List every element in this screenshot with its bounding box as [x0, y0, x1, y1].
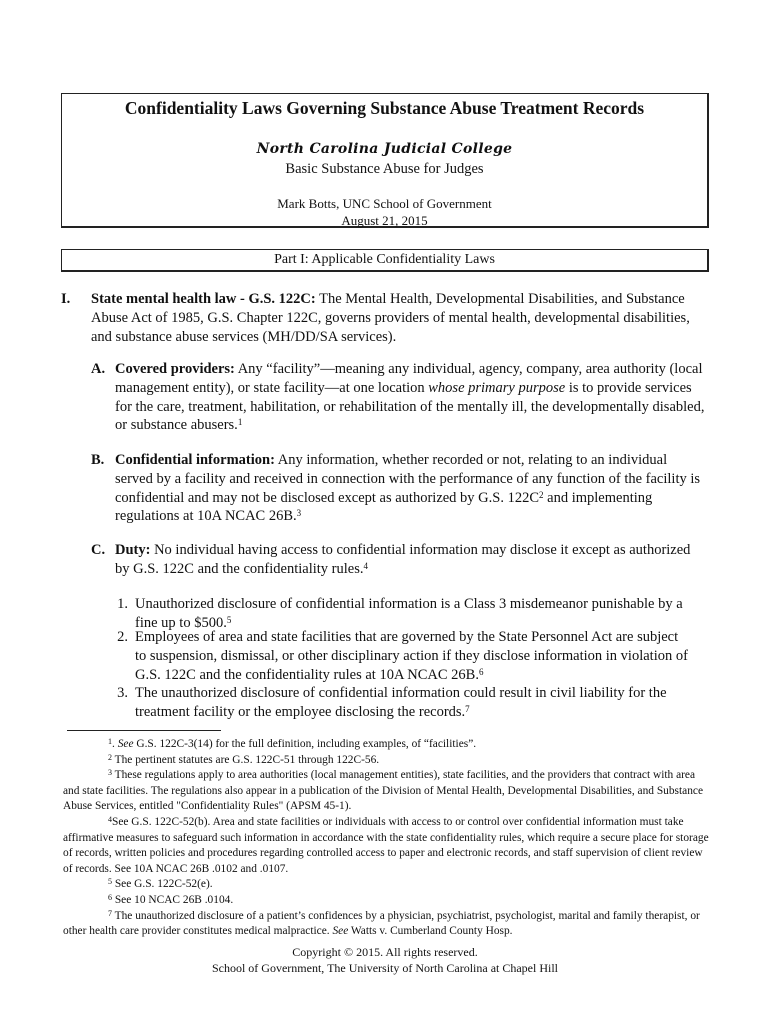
footnote-text: See G.S. 122C-52(e).	[112, 878, 213, 891]
subsection-b-paragraph	[115, 451, 707, 526]
subsection-b-heading: Confidential information:	[115, 452, 275, 468]
list-item-text: Unauthorized disclosure of confidential information is a Class 3 misdemeanor punishable by a fine up to $500.	[135, 596, 683, 631]
footnote-ref-4[interactable]: 4	[363, 560, 368, 571]
footnotes	[63, 737, 709, 940]
part-heading: Part I: Applicable Confidentiality Laws	[274, 252, 495, 267]
copyright-line: Copyright © 2015. All rights reserved.	[292, 945, 478, 959]
footnote-text: See G.S. 122C-52(b). Area and state facilities or individuals with access to or control over confidential information must take affirmative measures to safeguard such information in accordance with the state confidentiality rules, which require a secure place for storage of records, written policies and procedures regarding controlled access to paper and electronic records, and staff supervision of client review of records. See 10A NCAC 26B .0102 and .0107.	[63, 815, 709, 875]
list-item-number: 3.	[117, 685, 128, 701]
subsection-a-emphasis: whose primary purpose	[428, 379, 566, 396]
footnote-see: See	[332, 925, 349, 938]
footnote-text: .	[112, 738, 118, 750]
list-item-text: Employees of area and state facilities that are governed by the State Personnel Act are subject to suspension, dismissal, or other disciplinary action if they disclose information in violation of G.S. 122C and the confidentiality rules at 10A NCAC 26B.	[135, 629, 688, 683]
footnote-2	[63, 753, 709, 769]
college-name: North Carolina Judicial College	[256, 141, 513, 157]
author-line: Mark Botts, UNC School of Government	[277, 196, 492, 211]
subsection-c-letter: C.	[91, 542, 106, 558]
subsection-b-text-end: and implementing regulations at 10A NCAC 26B.	[115, 489, 653, 525]
footnote-5	[63, 877, 709, 893]
subsection-a-letter: A.	[91, 361, 106, 377]
footnote-3	[63, 768, 709, 815]
footnote-text: These regulations apply to area authorities (local management entities), state facilities, and the providers that contract with area and state facilities. The regulations also appear in a publication of the Division of Mental Health, Developmental Disabilities, and Substance Abuse Services, entitled "Confidentiality Rules" (APSM 45-1).	[63, 769, 704, 813]
list-item-number: 1.	[117, 596, 128, 612]
page-footer	[0, 944, 770, 976]
footnote-mark: 6	[108, 892, 112, 902]
subsection-c-text: No individual having access to confidential information may disclose it except as authorized by G.S. 122C and the confidentiality rules.	[115, 542, 691, 577]
subsection-a-text: Any “facility”—meaning any individual, agency, company, area authority (local management entity), or state facility—at one location	[115, 361, 703, 396]
subsection-c-heading: Duty:	[115, 542, 151, 558]
footnote-mark: 1	[108, 737, 112, 746]
document-title: Confidentiality Laws Governing Substance Abuse Treatment Records	[124, 98, 645, 118]
section-number: I.	[61, 291, 71, 307]
footnote-1	[63, 737, 709, 753]
subsection-a-text-end: is to provide services for the care, treatment, habilitation, or rehabilitation of the mentally ill, the developmentally disabled, or substance abusers.	[115, 379, 705, 434]
subsection-b-text: Any information, whether recorded or not, relating to an individual served by a facility and received in connection with the performance of any function of the facility is confidential and may not be disclosed except as authorized by G.S. 122C	[115, 452, 701, 506]
list-item	[135, 684, 690, 722]
title-box	[61, 93, 709, 228]
footnote-text: The unauthorized disclosure of a patient’s confidences by a physician, psychiatrist, psychologist, marital and family therapist, or other health care provider constitutes medical malpractice.	[63, 909, 700, 938]
subsection-a-heading: Covered providers:	[115, 361, 235, 377]
list-item-number: 2.	[117, 629, 128, 645]
footnote-ref-2[interactable]: 2	[539, 489, 544, 500]
footnote-ref-3[interactable]: 3	[296, 508, 302, 519]
footnote-ref-1[interactable]: 1	[237, 417, 243, 428]
list-item	[135, 595, 690, 633]
section-1-text: The Mental Health, Developmental Disabilities, and Substance Abuse Act of 1985, G.S. Chapter 122C, governs providers of mental health, developmental disabilities, and substance abuse services (MH/DD/SA services).	[91, 291, 690, 345]
section-1-heading: State mental health law - G.S. 122C:	[91, 291, 316, 307]
footnote-mark: 5	[108, 877, 112, 887]
footnote-7	[63, 909, 709, 940]
footnote-text: G.S. 122C-3(14) for the full definition, including examples, of “facilities”.	[133, 738, 477, 750]
footnote-mark: 7	[108, 908, 112, 918]
footnote-mark: 4	[108, 814, 112, 824]
subsection-a-paragraph	[115, 360, 707, 435]
footnote-4	[63, 815, 709, 877]
footnote-mark: 3	[108, 768, 112, 778]
date-line: August 21, 2015	[341, 213, 428, 228]
footnote-see: See	[117, 738, 134, 750]
subsection-b-letter: B.	[91, 452, 105, 468]
footnote-text: See 10 NCAC 26B .0104.	[112, 893, 234, 906]
footnote-ref-5[interactable]: 5	[226, 614, 232, 625]
institution-line: School of Government, The University of North Carolina at Chapel Hill	[211, 961, 559, 975]
footnote-6	[63, 893, 709, 909]
footnote-text: The pertinent statutes are G.S. 122C-51 through 122C-56.	[112, 753, 380, 766]
footnote-mark: 2	[108, 752, 112, 762]
list-item	[135, 628, 690, 684]
footnote-ref-7[interactable]: 7	[465, 703, 470, 714]
section-1-paragraph	[91, 290, 701, 346]
course-name: Basic Substance Abuse for Judges	[285, 161, 484, 177]
footnote-divider	[67, 730, 221, 731]
footnote-text: Watts v. Cumberland County Hosp.	[348, 925, 513, 938]
list-item-text: The unauthorized disclosure of confidential information could result in civil liability for the treatment facility or the employee disclosing the records.	[135, 685, 667, 720]
part-heading-box	[61, 249, 709, 272]
footnote-ref-6[interactable]: 6	[478, 666, 484, 677]
subsection-c-paragraph	[115, 541, 707, 579]
